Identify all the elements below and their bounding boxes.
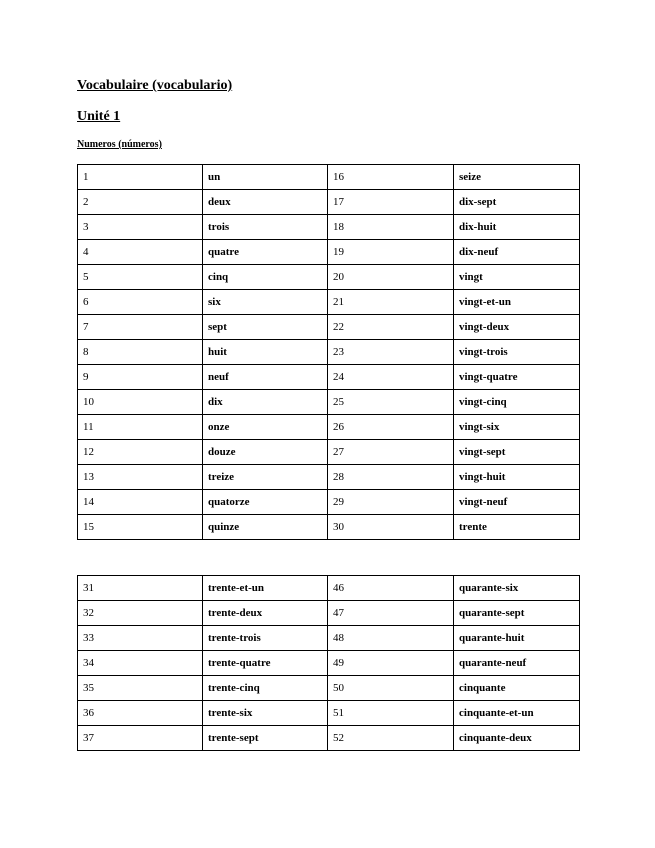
number-cell: 34 <box>78 651 203 676</box>
french-word-cell: trente-deux <box>203 601 328 626</box>
number-cell: 36 <box>78 701 203 726</box>
numbers-table-1-to-30 <box>77 164 580 540</box>
number-cell: 27 <box>328 440 454 465</box>
number-cell: 26 <box>328 415 454 440</box>
table-row <box>78 265 580 290</box>
number-cell: 37 <box>78 726 203 751</box>
number-cell: 49 <box>328 651 454 676</box>
french-word-cell: vingt-quatre <box>454 365 580 390</box>
number-cell: 5 <box>78 265 203 290</box>
french-word-cell: quarante-huit <box>454 626 580 651</box>
french-word-cell: douze <box>203 440 328 465</box>
french-word-cell: quarante-sept <box>454 601 580 626</box>
number-cell: 46 <box>328 576 454 601</box>
number-cell: 35 <box>78 676 203 701</box>
number-cell: 52 <box>328 726 454 751</box>
french-word-cell: dix-sept <box>454 190 580 215</box>
number-cell: 32 <box>78 601 203 626</box>
french-word-cell: quarante-six <box>454 576 580 601</box>
number-cell: 3 <box>78 215 203 240</box>
french-word-cell: cinquante <box>454 676 580 701</box>
number-cell: 47 <box>328 601 454 626</box>
french-word-cell: neuf <box>203 365 328 390</box>
french-word-cell: vingt-sept <box>454 440 580 465</box>
french-word-cell: sept <box>203 315 328 340</box>
french-word-cell: quatorze <box>203 490 328 515</box>
french-word-cell: cinquante-deux <box>454 726 580 751</box>
number-cell: 10 <box>78 390 203 415</box>
number-cell: 22 <box>328 315 454 340</box>
number-cell: 11 <box>78 415 203 440</box>
table-row <box>78 365 580 390</box>
number-cell: 7 <box>78 315 203 340</box>
table-row <box>78 340 580 365</box>
table-row <box>78 576 580 601</box>
french-word-cell: trente-trois <box>203 626 328 651</box>
french-word-cell: trente-cinq <box>203 676 328 701</box>
french-word-cell: trois <box>203 215 328 240</box>
number-cell: 8 <box>78 340 203 365</box>
number-cell: 1 <box>78 165 203 190</box>
number-cell: 21 <box>328 290 454 315</box>
french-word-cell: huit <box>203 340 328 365</box>
number-cell: 24 <box>328 365 454 390</box>
document-title: Vocabulaire (vocabulario) <box>77 78 233 93</box>
number-cell: 48 <box>328 626 454 651</box>
french-word-cell: vingt-huit <box>454 465 580 490</box>
number-cell: 15 <box>78 515 203 540</box>
number-cell: 50 <box>328 676 454 701</box>
french-word-cell: dix-huit <box>454 215 580 240</box>
section-title: Numeros (números) <box>77 139 162 150</box>
french-word-cell: trente-six <box>203 701 328 726</box>
number-cell: 13 <box>78 465 203 490</box>
french-word-cell: vingt-six <box>454 415 580 440</box>
table-row <box>78 215 580 240</box>
french-word-cell: trente-sept <box>203 726 328 751</box>
table-row <box>78 701 580 726</box>
number-cell: 19 <box>328 240 454 265</box>
french-word-cell: quatre <box>203 240 328 265</box>
table-row <box>78 676 580 701</box>
table-row <box>78 515 580 540</box>
table-row <box>78 440 580 465</box>
table-row <box>78 726 580 751</box>
table-row <box>78 290 580 315</box>
unit-title: Unité 1 <box>77 109 121 124</box>
number-cell: 28 <box>328 465 454 490</box>
table-row <box>78 415 580 440</box>
french-word-cell: dix-neuf <box>454 240 580 265</box>
french-word-cell: quinze <box>203 515 328 540</box>
french-word-cell: deux <box>203 190 328 215</box>
number-cell: 9 <box>78 365 203 390</box>
table-row <box>78 240 580 265</box>
french-word-cell: vingt-et-un <box>454 290 580 315</box>
french-word-cell: vingt <box>454 265 580 290</box>
table-row <box>78 490 580 515</box>
french-word-cell: cinq <box>203 265 328 290</box>
number-cell: 2 <box>78 190 203 215</box>
number-cell: 4 <box>78 240 203 265</box>
number-cell: 6 <box>78 290 203 315</box>
number-cell: 30 <box>328 515 454 540</box>
french-word-cell: cinquante-et-un <box>454 701 580 726</box>
table-row <box>78 601 580 626</box>
number-cell: 31 <box>78 576 203 601</box>
table-row <box>78 190 580 215</box>
number-cell: 29 <box>328 490 454 515</box>
french-word-cell: treize <box>203 465 328 490</box>
french-word-cell: vingt-neuf <box>454 490 580 515</box>
number-cell: 14 <box>78 490 203 515</box>
table-row <box>78 390 580 415</box>
table-row <box>78 315 580 340</box>
french-word-cell: trente-et-un <box>203 576 328 601</box>
number-cell: 12 <box>78 440 203 465</box>
french-word-cell: vingt-deux <box>454 315 580 340</box>
number-cell: 18 <box>328 215 454 240</box>
french-word-cell: six <box>203 290 328 315</box>
french-word-cell: onze <box>203 415 328 440</box>
french-word-cell: vingt-cinq <box>454 390 580 415</box>
numbers-table-31-to-52 <box>77 575 580 751</box>
table-row <box>78 626 580 651</box>
number-cell: 23 <box>328 340 454 365</box>
number-cell: 51 <box>328 701 454 726</box>
table-row <box>78 651 580 676</box>
number-cell: 17 <box>328 190 454 215</box>
table-row <box>78 465 580 490</box>
table-row <box>78 165 580 190</box>
number-cell: 33 <box>78 626 203 651</box>
french-word-cell: trente <box>454 515 580 540</box>
french-word-cell: un <box>203 165 328 190</box>
french-word-cell: vingt-trois <box>454 340 580 365</box>
number-cell: 25 <box>328 390 454 415</box>
french-word-cell: dix <box>203 390 328 415</box>
french-word-cell: seize <box>454 165 580 190</box>
french-word-cell: quarante-neuf <box>454 651 580 676</box>
number-cell: 16 <box>328 165 454 190</box>
number-cell: 20 <box>328 265 454 290</box>
french-word-cell: trente-quatre <box>203 651 328 676</box>
